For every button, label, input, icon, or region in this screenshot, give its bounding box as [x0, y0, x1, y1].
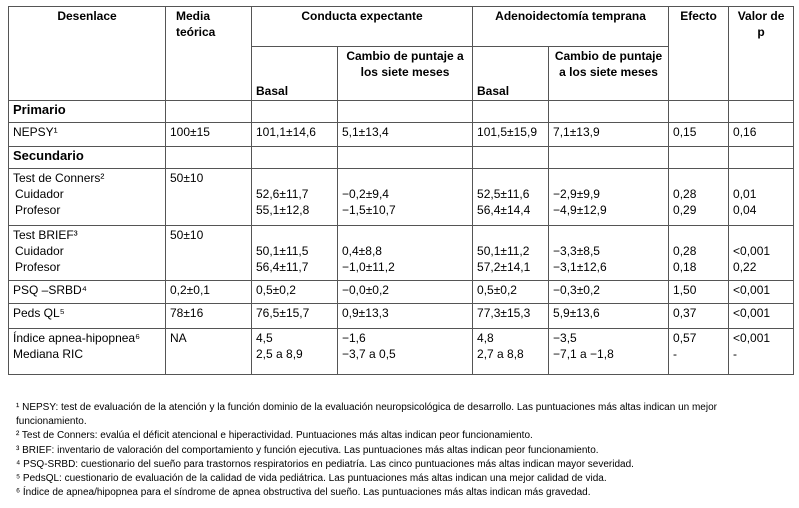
- cell-c-basal: 52,6±11,7: [256, 187, 309, 201]
- header-conducta-expectante: Conducta expectante: [252, 7, 473, 47]
- cell-c-basal: 4,5: [256, 331, 273, 345]
- subheader-cambio-conducta: Cambio de puntaje a los siete meses: [338, 47, 473, 101]
- cell-a-basal: 57,2±14,1: [477, 260, 531, 274]
- table-row-nepsy: [9, 123, 794, 147]
- cell-p: 0,04: [733, 203, 757, 217]
- subheader-cambio-adenoidectomia: Cambio de puntaje a los siete meses: [549, 47, 669, 101]
- cell-c-basal: 2,5 a 8,9: [256, 347, 303, 361]
- row-label: NEPSY¹: [9, 123, 166, 147]
- cell-a-basal: 52,5±11,6: [477, 187, 530, 201]
- cell-c-cambio: −0,0±0,2: [338, 281, 473, 304]
- cell-c-cambio: −1,0±11,2: [342, 260, 395, 274]
- footnote-3: ³ BRIEF: inventario de valoración del comportamiento y función ejecutiva. Las puntuaciones más altas indican peor funcionamiento.: [16, 444, 599, 456]
- header-adenoidectomia: Adenoidectomía temprana: [473, 7, 669, 47]
- cell-c-basal: 56,4±11,7: [256, 260, 309, 274]
- cell-p: -: [733, 347, 738, 361]
- cell-p: <0,001: [729, 304, 794, 329]
- row-label: [9, 169, 166, 226]
- cell-a-cambio: −3,3±8,5: [553, 244, 600, 258]
- cell-a-cambio: −3,1±12,6: [553, 260, 607, 274]
- cell-a-cambio: 7,1±13,9: [549, 123, 669, 147]
- cell-c-basal: 55,1±12,8: [256, 203, 310, 217]
- footnote-1: ¹ NEPSY: test de evaluación de la atención y la función dominio de la evaluación neuropsicológica de desarrollo. Las puntuaciones más altas indican un mejor funcionamiento.: [16, 402, 717, 428]
- row-label-sub1: Cuidador: [15, 244, 64, 258]
- cell-c-cambio: 5,1±13,4: [338, 123, 473, 147]
- cell-a-basal: 4,8: [477, 331, 494, 345]
- cell-c-cambio: −3,7 a 0,5: [342, 347, 396, 361]
- cell-a-basal: 101,5±15,9: [473, 123, 549, 147]
- cell-a-cambio: −3,5: [553, 331, 577, 345]
- cell-a-basal: 2,7 a 8,8: [477, 347, 524, 361]
- table-row-pedsql: [9, 304, 794, 329]
- subheader-basal-adenoidectomia: Basal: [473, 47, 549, 101]
- cell-c-basal: 76,5±15,7: [252, 304, 338, 329]
- cell-efecto: 1,50: [669, 281, 729, 304]
- row-label: Peds QL⁵: [9, 304, 166, 329]
- row-label: PSQ –SRBD⁴: [9, 281, 166, 304]
- footnotes: [16, 401, 786, 500]
- footnote-2: ² Test de Conners: evalúa el déficit atencional e hiperactividad. Puntuaciones más altas indican peor funcionamiento.: [16, 430, 533, 442]
- section-primario: Primario: [9, 101, 166, 123]
- table-row-conners: [9, 169, 794, 226]
- cell-efecto: 0,18: [673, 260, 697, 274]
- cell-media: 0,2±0,1: [166, 281, 252, 304]
- footnote-5: ⁵ PedsQL: cuestionario de evaluación de la calidad de vida pediátrica. Las puntuaciones más altas indican una mejor calidad de vida.: [16, 473, 607, 485]
- cell-a-cambio: −7,1 a −1,8: [553, 347, 614, 361]
- cell-media: 78±16: [166, 304, 252, 329]
- row-label-main: Índice apnea-hipopnea⁶: [13, 331, 141, 345]
- row-label-sub1: Mediana RIC: [13, 347, 84, 361]
- cell-media: NA: [166, 329, 252, 375]
- cell-media: 50±10: [166, 169, 252, 226]
- section-row-primario: [9, 101, 794, 123]
- section-secundario: Secundario: [9, 147, 166, 169]
- cell-media: 50±10: [166, 226, 252, 281]
- cell-efecto: 0,28: [673, 187, 697, 201]
- header-desenlace: Desenlace: [9, 7, 166, 101]
- table-row-psq: [9, 281, 794, 304]
- cell-c-cambio: −1,5±10,7: [342, 203, 396, 217]
- cell-a-cambio: −2,9±9,9: [553, 187, 600, 201]
- cell-p: 0,01: [733, 187, 757, 201]
- results-table: [8, 6, 794, 375]
- cell-a-cambio: 5,9±13,6: [549, 304, 669, 329]
- cell-c-cambio: −1,6: [342, 331, 366, 345]
- cell-efecto: 0,29: [673, 203, 697, 217]
- row-label-sub2: Profesor: [15, 260, 61, 274]
- header-row: [9, 7, 794, 47]
- cell-c-cambio: −0,2±9,4: [342, 187, 389, 201]
- cell-a-basal: 0,5±0,2: [473, 281, 549, 304]
- row-label-main: Test de Conners²: [13, 171, 105, 185]
- cell-c-basal: 101,1±14,6: [252, 123, 338, 147]
- row-label-main: Test BRIEF³: [13, 228, 78, 242]
- cell-efecto: 0,57: [673, 331, 697, 345]
- cell-a-basal: 77,3±15,3: [473, 304, 549, 329]
- header-valor-p: Valor de p: [729, 7, 794, 101]
- table-row-apnea: [9, 329, 794, 375]
- cell-p: <0,001: [729, 281, 794, 304]
- cell-efecto: 0,37: [669, 304, 729, 329]
- row-label: [9, 226, 166, 281]
- cell-c-basal: 0,5±0,2: [252, 281, 338, 304]
- cell-p: 0,22: [733, 260, 757, 274]
- cell-a-basal: 50,1±11,2: [477, 244, 530, 258]
- cell-p: 0,16: [729, 123, 794, 147]
- cell-c-basal: 50,1±11,5: [256, 244, 309, 258]
- cell-a-basal: 56,4±14,4: [477, 203, 531, 217]
- table-row-brief: [9, 226, 794, 281]
- cell-a-cambio: −4,9±12,9: [553, 203, 607, 217]
- subheader-basal-conducta: Basal: [252, 47, 338, 101]
- cell-p: <0,001: [733, 244, 771, 258]
- cell-media: 100±15: [166, 123, 252, 147]
- cell-a-cambio: −0,3±0,2: [549, 281, 669, 304]
- cell-p: <0,001: [733, 331, 771, 345]
- cell-efecto: 0,28: [673, 244, 697, 258]
- row-label-sub2: Profesor: [15, 203, 61, 217]
- footnote-4: ⁴ PSQ-SRBD: cuestionario del sueño para trastornos respiratorios en pediatría. Las cinco puntuaciones más altas indican mayor severidad.: [16, 458, 634, 470]
- cell-c-cambio: 0,9±13,3: [338, 304, 473, 329]
- row-label-sub1: Cuidador: [15, 187, 64, 201]
- cell-efecto: -: [673, 347, 678, 361]
- section-row-secundario: [9, 147, 794, 169]
- header-efecto: Efecto: [669, 7, 729, 101]
- header-media-teorica: Media teórica: [166, 7, 252, 101]
- cell-c-cambio: 0,4±8,8: [342, 244, 382, 258]
- footnote-6: ⁶ Índice de apnea/hipopnea para el síndrome de apnea obstructiva del sueño. Las puntuaciones más altas indican más gravedad.: [16, 487, 591, 499]
- cell-efecto: 0,15: [669, 123, 729, 147]
